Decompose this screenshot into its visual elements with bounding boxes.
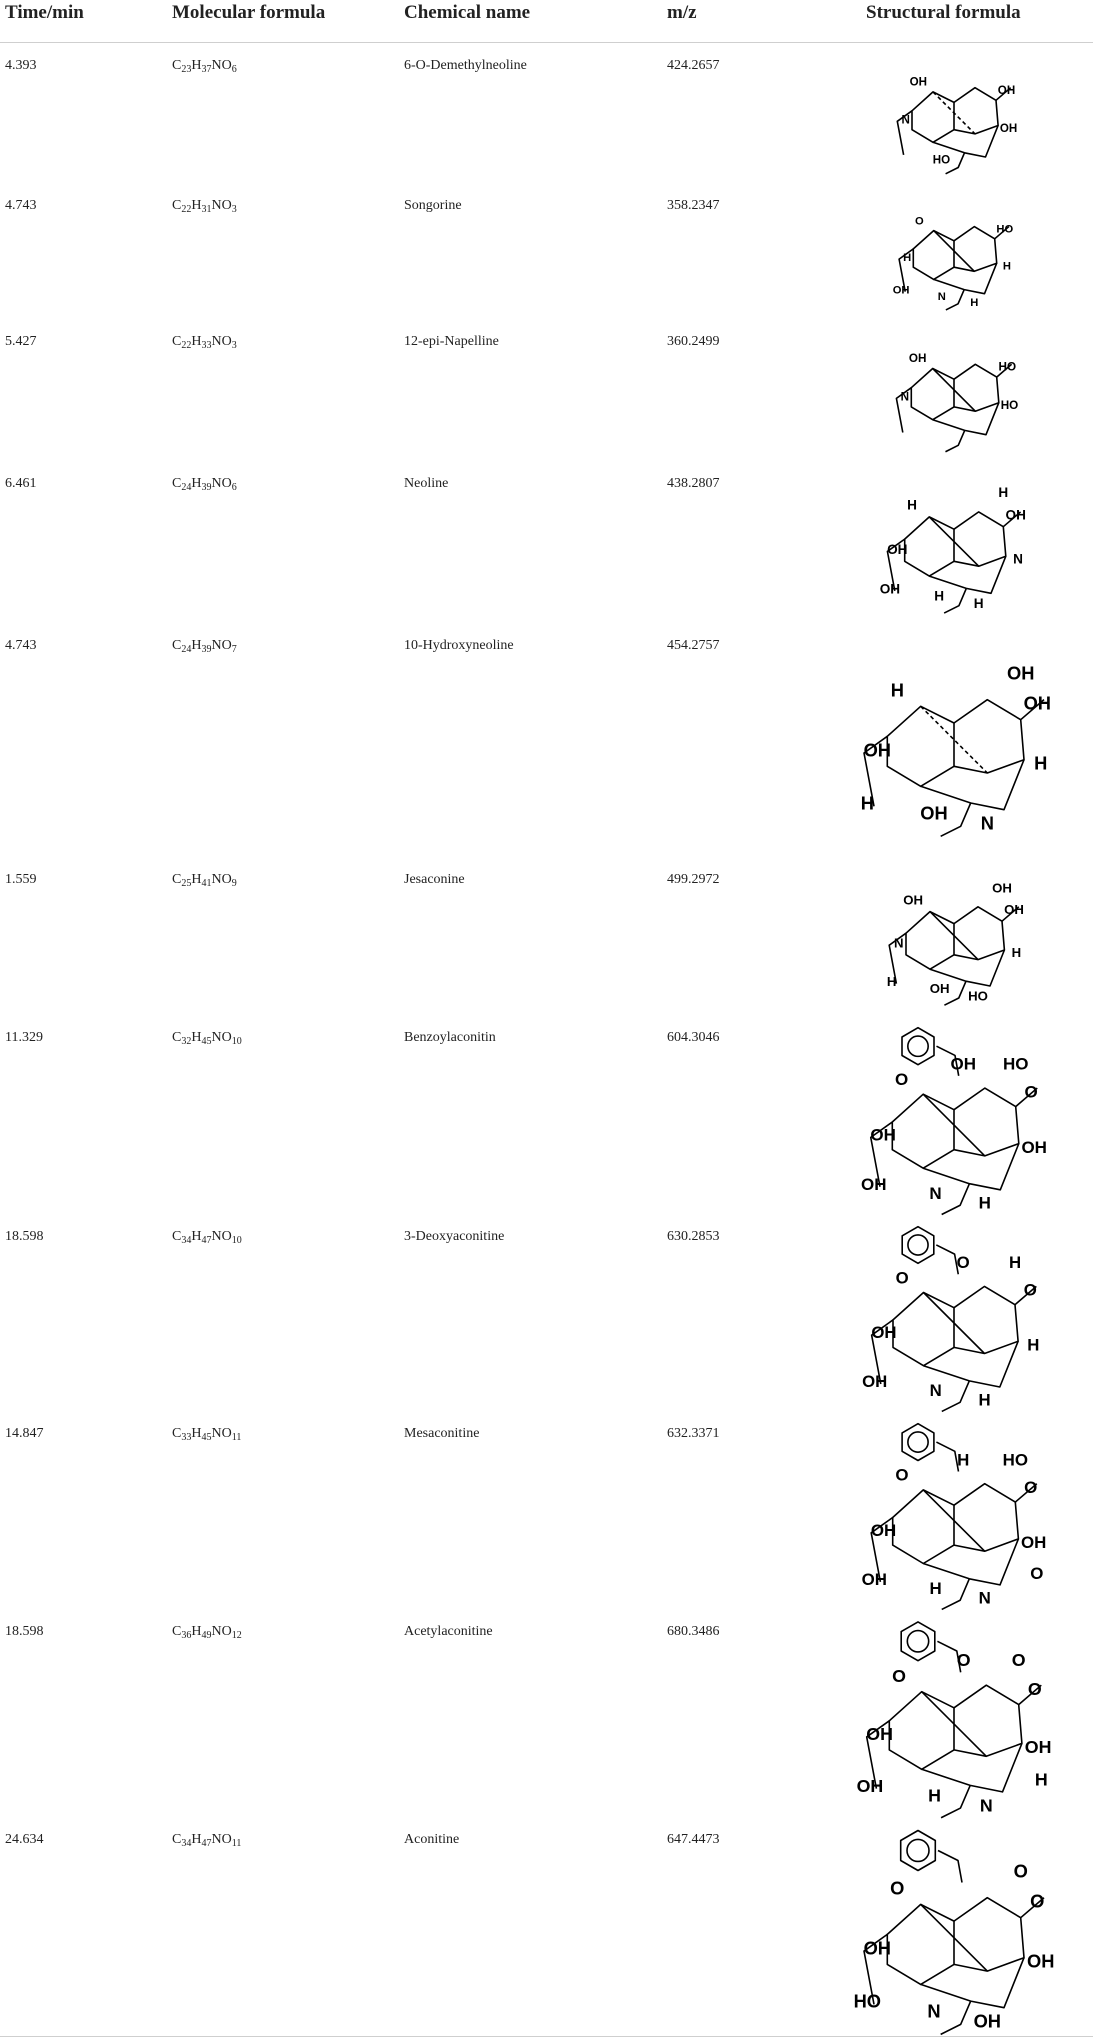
table-row bbox=[0, 1215, 1093, 1412]
atom-label-nitrogen: N bbox=[894, 935, 904, 951]
structure-drawing bbox=[858, 52, 1058, 178]
mz-value: 454.2757 bbox=[667, 638, 720, 653]
table-row bbox=[0, 1412, 1093, 1610]
table-row bbox=[0, 1610, 1093, 1818]
atom-label: OH bbox=[999, 121, 1018, 135]
atom-label: OH bbox=[1006, 662, 1035, 684]
atom-label: OH bbox=[909, 75, 927, 89]
atom-label: O bbox=[1024, 1477, 1038, 1497]
atom-label: H bbox=[957, 1450, 970, 1470]
chemical-name: 6-O-Demethylneoline bbox=[404, 58, 527, 73]
chemical-name: Jesaconine bbox=[404, 872, 465, 887]
atom-label: HO bbox=[853, 1990, 882, 2012]
molecular-formula: $C_{34}H_{47}NO_{11}$ bbox=[172, 1832, 242, 1849]
retention-time: 1.559 bbox=[5, 872, 37, 887]
mz-value: 499.2972 bbox=[667, 872, 720, 887]
atom-label: HO bbox=[998, 360, 1017, 374]
atom-label: O bbox=[915, 215, 924, 228]
atom-label: O bbox=[1027, 1678, 1042, 1699]
header-rule bbox=[0, 42, 1093, 43]
atom-label: O bbox=[956, 1649, 971, 1670]
atom-label: OH bbox=[892, 284, 910, 297]
retention-time: 11.329 bbox=[5, 1030, 43, 1045]
atom-label: H bbox=[998, 485, 1009, 501]
molecule-structure-icon bbox=[858, 1420, 1058, 1608]
molecule-structure-icon bbox=[858, 328, 1058, 456]
chemical-name: Acetylaconitine bbox=[404, 1624, 493, 1639]
retention-time: 4.743 bbox=[5, 198, 37, 213]
molecule-structure-icon bbox=[858, 52, 1058, 178]
atom-label: OH bbox=[1023, 692, 1052, 714]
atom-label: OH bbox=[1024, 1737, 1052, 1758]
atom-label-nitrogen: N bbox=[937, 290, 946, 303]
molecular-formula: $C_{22}H_{33}NO_3$ bbox=[172, 334, 237, 351]
structure-drawing bbox=[858, 192, 1058, 314]
header-chemical-name: Chemical name bbox=[404, 2, 531, 23]
atom-label: HO bbox=[996, 223, 1014, 236]
atom-label: H bbox=[970, 296, 979, 309]
molecule-structure-icon bbox=[858, 470, 1058, 618]
mz-value: 424.2657 bbox=[667, 58, 720, 73]
molecular-formula: $C_{34}H_{47}NO_{10}$ bbox=[172, 1229, 242, 1246]
atom-label: OH bbox=[920, 802, 948, 824]
chemical-name: 10-Hydroxyneoline bbox=[404, 638, 514, 653]
molecule-structure-icon bbox=[858, 866, 1058, 1010]
structure-drawing bbox=[856, 1618, 1058, 1816]
atom-label: O bbox=[892, 1666, 906, 1686]
atom-label: H bbox=[1034, 1769, 1048, 1790]
molecule-structure-icon bbox=[856, 1618, 1058, 1816]
table-row bbox=[0, 320, 1093, 462]
atom-label: OH bbox=[863, 739, 892, 761]
header-mz: m/z bbox=[667, 2, 697, 23]
atom-label-nitrogen: N bbox=[900, 390, 910, 404]
atom-label: HO bbox=[968, 988, 988, 1004]
molecular-formula: $C_{36}H_{49}NO_{12}$ bbox=[172, 1624, 242, 1641]
mz-value: 358.2347 bbox=[667, 198, 720, 213]
atom-label: H bbox=[978, 1193, 991, 1213]
atom-label-nitrogen: N bbox=[927, 2000, 941, 2022]
structure-drawing bbox=[858, 328, 1058, 456]
structure-drawing bbox=[853, 1826, 1058, 2032]
atom-label: H bbox=[890, 679, 904, 701]
atom-label: H bbox=[1027, 1335, 1040, 1355]
molecular-formula: $C_{25}H_{41}NO_9$ bbox=[172, 872, 237, 889]
atom-label: O bbox=[890, 1877, 905, 1899]
atom-label: OH bbox=[1021, 1137, 1047, 1157]
table-row bbox=[0, 44, 1093, 184]
atom-label: OH bbox=[887, 541, 908, 557]
atom-label: OH bbox=[997, 84, 1016, 97]
table-row bbox=[0, 624, 1093, 858]
atom-label: H bbox=[928, 1785, 942, 1806]
chemical-name: Songorine bbox=[404, 198, 462, 213]
atom-label: O bbox=[1013, 1860, 1028, 1882]
retention-time: 14.847 bbox=[5, 1426, 44, 1441]
table-row bbox=[0, 462, 1093, 624]
atom-label: H bbox=[1002, 260, 1011, 273]
atom-label: HO bbox=[1002, 1054, 1029, 1074]
atom-label: H bbox=[973, 596, 984, 612]
atom-label: OH bbox=[861, 1174, 887, 1194]
molecule-structure-icon bbox=[858, 1024, 1058, 1213]
retention-time: 18.598 bbox=[5, 1624, 44, 1639]
atom-label-nitrogen: N bbox=[929, 1381, 942, 1401]
retention-time: 4.393 bbox=[5, 58, 37, 73]
molecule-structure-icon bbox=[853, 1826, 1058, 2032]
atom-label: H bbox=[1011, 945, 1022, 961]
atom-label-nitrogen: N bbox=[901, 113, 910, 127]
atom-label: OH bbox=[1021, 1533, 1047, 1553]
mz-value: 438.2807 bbox=[667, 476, 720, 491]
retention-time: 18.598 bbox=[5, 1229, 44, 1244]
molecule-structure-icon bbox=[858, 192, 1058, 314]
atom-label: OH bbox=[863, 1937, 892, 1959]
molecular-formula: $C_{23}H_{37}NO_6$ bbox=[172, 58, 237, 75]
structure-drawing bbox=[858, 1223, 1058, 1410]
mz-value: 680.3486 bbox=[667, 1624, 720, 1639]
atom-label: OH bbox=[866, 1724, 893, 1745]
bottom-rule bbox=[0, 2036, 1093, 2037]
chemical-name: 12-epi-Napelline bbox=[404, 334, 499, 349]
molecular-formula: $C_{24}H_{39}NO_7$ bbox=[172, 638, 237, 655]
atom-label: H bbox=[934, 588, 945, 604]
atom-label: H bbox=[1008, 1253, 1022, 1273]
atom-label: OH bbox=[871, 1323, 897, 1343]
atom-label: OH bbox=[861, 1569, 887, 1589]
mz-value: 604.3046 bbox=[667, 1030, 720, 1045]
atom-label: OH bbox=[856, 1775, 884, 1796]
atom-label-nitrogen: N bbox=[980, 812, 994, 834]
atom-label: H bbox=[886, 974, 897, 989]
atom-label: O bbox=[1030, 1563, 1044, 1583]
mz-value: 360.2499 bbox=[667, 334, 720, 349]
retention-time: 6.461 bbox=[5, 476, 37, 491]
retention-time: 4.743 bbox=[5, 638, 37, 653]
atom-label: HO bbox=[1000, 399, 1019, 413]
chemical-name: Mesaconitine bbox=[404, 1426, 480, 1441]
atom-label-nitrogen: N bbox=[978, 1588, 991, 1608]
atom-label: H bbox=[1034, 752, 1048, 774]
molecular-formula: $C_{24}H_{39}NO_6$ bbox=[172, 476, 237, 493]
atom-label: HO bbox=[1002, 1450, 1028, 1470]
atom-label: H bbox=[860, 792, 874, 814]
atom-label: H bbox=[929, 1579, 942, 1599]
atom-label: H bbox=[978, 1390, 991, 1410]
chemical-name: Neoline bbox=[404, 476, 449, 491]
atom-label-nitrogen: N bbox=[929, 1184, 942, 1204]
chemical-name: Aconitine bbox=[404, 1832, 460, 1847]
atom-label: O bbox=[956, 1253, 970, 1273]
structure-drawing bbox=[858, 632, 1058, 852]
atom-label-nitrogen: N bbox=[1013, 551, 1024, 567]
table-row bbox=[0, 184, 1093, 320]
atom-label: O bbox=[895, 1465, 909, 1485]
structure-drawing bbox=[858, 470, 1058, 618]
table-row bbox=[0, 1818, 1093, 2036]
molecular-formula: $C_{33}H_{45}NO_{11}$ bbox=[172, 1426, 242, 1443]
atom-label: OH bbox=[870, 1125, 896, 1145]
mz-value: 632.3371 bbox=[667, 1426, 720, 1441]
atom-label: OH bbox=[1026, 1950, 1055, 1972]
table-header bbox=[0, 0, 1093, 42]
atom-label: O bbox=[1030, 1890, 1045, 1912]
header-molecular-formula: Molecular formula bbox=[172, 2, 326, 23]
structure-drawing bbox=[858, 866, 1058, 1010]
mz-value: 630.2853 bbox=[667, 1229, 720, 1244]
chemical-name: Benzoylaconitin bbox=[404, 1030, 496, 1045]
atom-label: OH bbox=[973, 2010, 1002, 2032]
atom-label: OH bbox=[1005, 507, 1026, 523]
retention-time: 5.427 bbox=[5, 334, 37, 349]
table-row bbox=[0, 1016, 1093, 1215]
atom-label: OH bbox=[1004, 902, 1024, 917]
atom-label: O bbox=[895, 1268, 909, 1288]
retention-time: 24.634 bbox=[5, 1832, 44, 1847]
atom-label: OH bbox=[879, 581, 901, 597]
header-structural-formula: Structural formula bbox=[866, 2, 1021, 23]
structure-drawing bbox=[858, 1420, 1058, 1608]
atom-label: OH bbox=[903, 892, 924, 908]
atom-label: H bbox=[907, 497, 918, 513]
atom-label: OH bbox=[929, 981, 950, 997]
atom-label: OH bbox=[870, 1520, 897, 1540]
atom-label: HO bbox=[932, 153, 951, 167]
atom-label: OH bbox=[862, 1372, 888, 1391]
table-row bbox=[0, 858, 1093, 1016]
mz-value: 647.4473 bbox=[667, 1832, 720, 1847]
atom-label: OH bbox=[950, 1054, 977, 1074]
atom-label: OH bbox=[908, 352, 927, 366]
atom-label: H bbox=[903, 252, 912, 265]
chemical-name: 3-Deoxyaconitine bbox=[404, 1229, 505, 1244]
atom-label: OH bbox=[992, 880, 1012, 896]
atom-label: O bbox=[1011, 1649, 1026, 1670]
molecule-structure-icon bbox=[858, 632, 1058, 852]
molecule-structure-icon bbox=[858, 1223, 1058, 1410]
header-time: Time/min bbox=[5, 2, 84, 23]
atom-label: O bbox=[1023, 1280, 1037, 1300]
structure-drawing bbox=[858, 1024, 1058, 1213]
atom-label: O bbox=[1024, 1082, 1038, 1102]
molecular-formula: $C_{32}H_{45}NO_{10}$ bbox=[172, 1030, 242, 1047]
atom-label-nitrogen: N bbox=[979, 1795, 993, 1816]
atom-label: O bbox=[894, 1070, 909, 1089]
molecular-formula: $C_{22}H_{31}NO_3$ bbox=[172, 198, 237, 215]
